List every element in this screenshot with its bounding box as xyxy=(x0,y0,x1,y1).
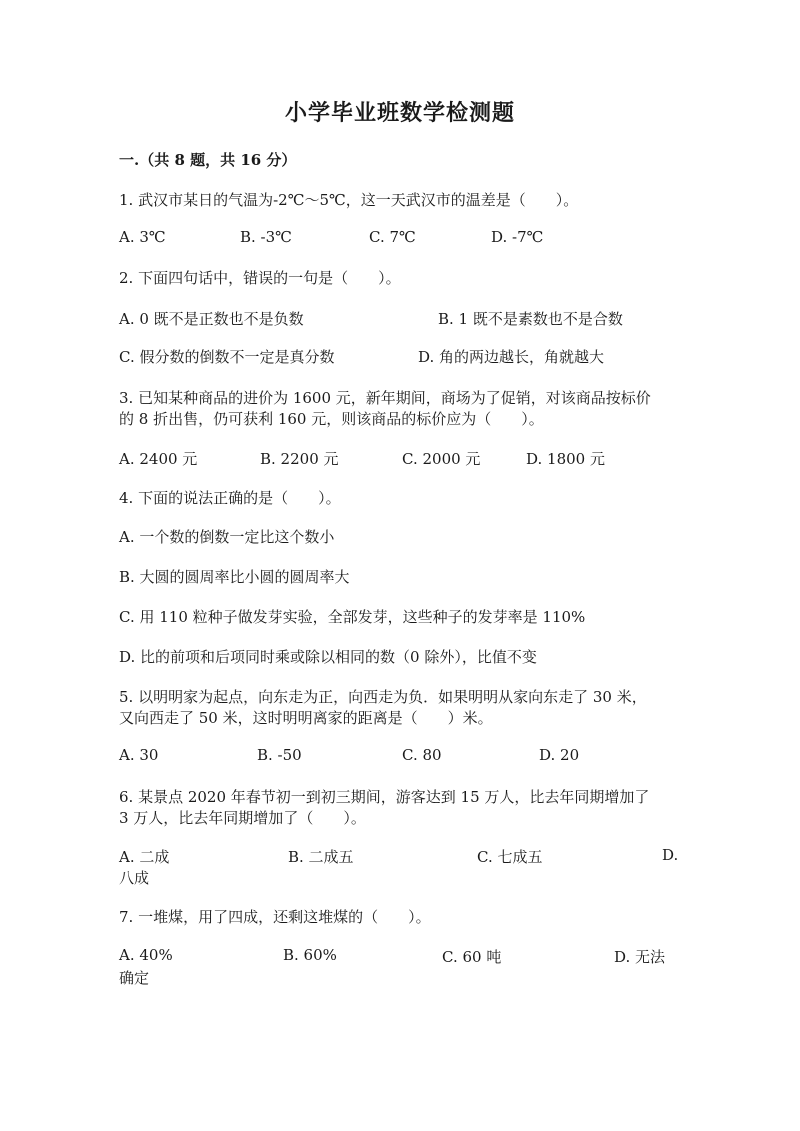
question-2-option-b: B. 1 既不是素数也不是合数 xyxy=(438,310,623,328)
question-3-option-c: C. 2000 元 xyxy=(402,450,481,468)
question-7-option-d-continued: 确定 xyxy=(119,969,150,987)
question-6-text-line-1: 6. 某景点 2020 年春节初一到初三期间，游客达到 15 万人，比去年同期增加了 xyxy=(119,788,650,806)
question-5-option-d: D. 20 xyxy=(539,746,580,764)
question-1-option-c: C. 7℃ xyxy=(369,228,416,246)
question-6-option-b: B. 二成五 xyxy=(288,848,354,866)
question-1-text: 1. 武汉市某日的气温为-2℃～5℃，这一天武汉市的温差是（ ）。 xyxy=(119,191,579,209)
question-3-option-a: A. 2400 元 xyxy=(119,450,198,468)
page-title: 小学毕业班数学检测题 xyxy=(284,100,515,126)
question-5-option-b: B. -50 xyxy=(257,746,302,764)
question-1-option-b: B. -3℃ xyxy=(240,228,292,246)
question-5-option-a: A. 30 xyxy=(119,746,159,764)
question-1-option-a: A. 3℃ xyxy=(119,228,166,246)
question-5-text-line-2: 又向西走了 50 米，这时明明离家的距离是（ ）米。 xyxy=(119,709,493,727)
question-3-option-d: D. 1800 元 xyxy=(526,450,605,468)
question-5-option-c: C. 80 xyxy=(402,746,442,764)
question-2-option-c: C. 假分数的倒数不一定是真分数 xyxy=(119,348,335,366)
question-7-option-a: A. 40% xyxy=(119,946,173,964)
question-6-option-d: D. xyxy=(662,846,679,864)
question-3-text-line-2: 的 8 折出售，仍可获利 160 元，则该商品的标价应为（ ）。 xyxy=(119,410,544,428)
question-3-option-b: B. 2200 元 xyxy=(260,450,339,468)
question-2-text: 2. 下面四句话中，错误的一句是（ ）。 xyxy=(119,269,401,287)
question-3-text-line-1: 3. 已知某种商品的进价为 1600 元，新年期间，商场为了促销，对该商品按标价 xyxy=(119,389,651,407)
question-1-option-d: D. -7℃ xyxy=(491,228,544,246)
question-4-option-d: D. 比的前项和后项同时乘或除以相同的数（0 除外），比值不变 xyxy=(119,648,537,666)
section-heading: 一.（共 8 题，共 16 分） xyxy=(119,151,297,169)
question-6-text-line-2: 3 万人，比去年同期增加了（ ）。 xyxy=(119,809,366,827)
question-6-option-d-continued: 八成 xyxy=(119,869,150,887)
question-7-option-b: B. 60% xyxy=(283,946,337,964)
question-5-text-line-1: 5. 以明明家为起点，向东走为正，向西走为负．如果明明从家向东走了 30 米， xyxy=(119,688,647,706)
question-7-text: 7. 一堆煤，用了四成，还剩这堆煤的（ ）。 xyxy=(119,908,431,926)
question-2-option-d: D. 角的两边越长，角就越大 xyxy=(418,348,605,366)
question-4-option-a: A. 一个数的倒数一定比这个数小 xyxy=(119,528,335,546)
question-4-text: 4. 下面的说法正确的是（ ）。 xyxy=(119,489,341,507)
question-7-option-d: D. 无法 xyxy=(614,948,666,966)
question-2-option-a: A. 0 既不是正数也不是负数 xyxy=(119,310,304,328)
question-4-option-c: C. 用 110 粒种子做发芽实验，全部发芽，这些种子的发芽率是 110% xyxy=(119,608,586,626)
question-7-option-c: C. 60 吨 xyxy=(442,948,502,966)
question-4-option-b: B. 大圆的圆周率比小圆的圆周率大 xyxy=(119,568,350,586)
question-6-option-c: C. 七成五 xyxy=(477,848,543,866)
question-6-option-a: A. 二成 xyxy=(119,848,170,866)
